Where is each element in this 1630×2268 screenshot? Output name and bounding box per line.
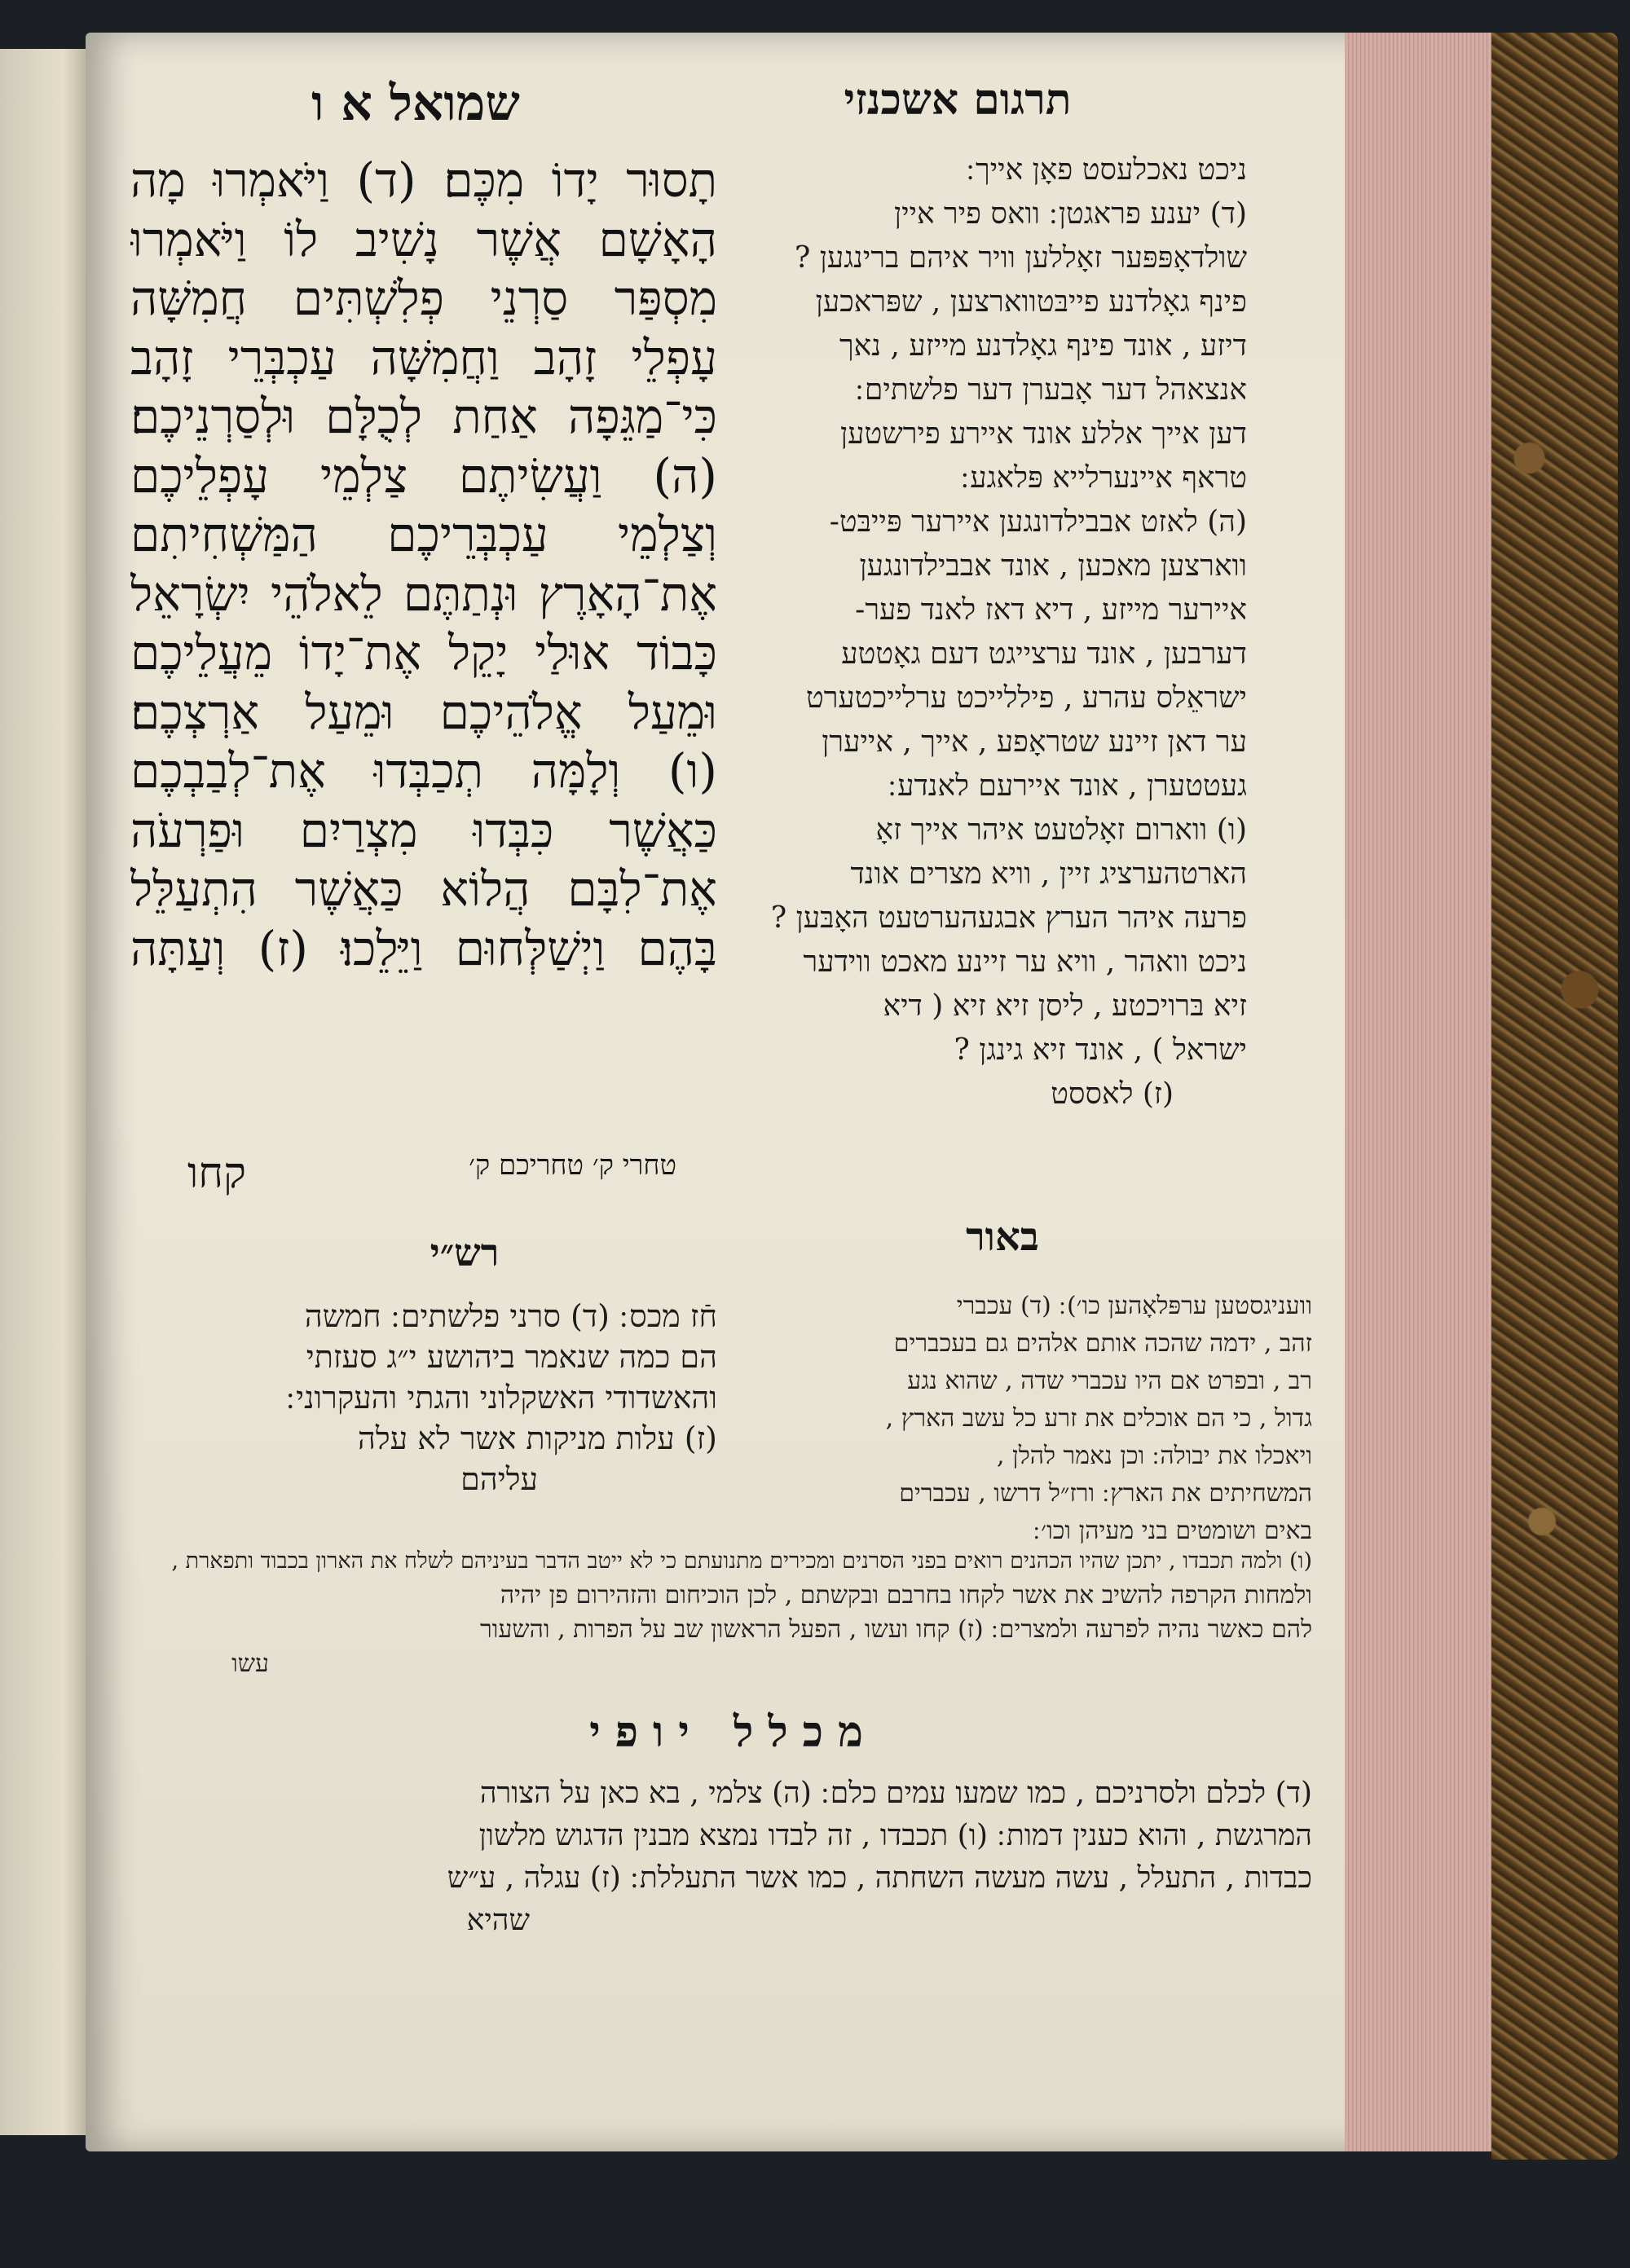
biur-wide-line: (ו) ולמה תכבדו , יתכן שהיו הכהנים רואים בפני הסרנים ומכירים מתנועתם כי לא ייטב הדבר בעיניהם לשלח את הארון בכבוד ותפארת , [171,1548,1312,1574]
mikhlol-line: (ד) לכלם ולסרניכם , כמו שמעו עמים כלם ׃ (ה) צלמי , בא כאן על הצורה [479,1777,1312,1810]
targum-line: ניכט וואהר , וויא ער זיינע מאכט ווידער [803,945,1247,979]
biur-line: המשחיתים את הארץ ׃ ורז״ל דרשו , עכברים [899,1479,1312,1508]
mikhlol-yofi-commentary [130,1773,1312,1942]
targum-line: ישראל ) , אונד זיא גינגן ? [954,1033,1247,1067]
bible-line: (ו) וְלָמָּה תְכַבְּדוּ אֶת־לְבַבְכֶם [130,743,717,799]
biur-line: זהב , ידמה שהכה אותם אלהים גם בעכברים [893,1329,1312,1358]
bible-line: בָּהֶם וַיְשַׁלְּחוּם וַיֵּלֵכוּ׃ (ז) וְעַתָּה [130,920,717,976]
targum-line: דערבען , אונד ערצייגט דעם גאָטטע [841,637,1247,671]
biur-commentary [750,1288,1312,1550]
targum-line: אנצאהל דער אָבערן דער פלשתים ׃ [855,373,1247,407]
bible-line: אֶת־לִבָּם הֲלוֹא כַּאֲשֶׁר הִתְעַלֵּל [130,861,717,917]
biur-line: וועניגסטען ערפּלאָהען כו׳) ׃ (ד) עכברי [956,1292,1312,1320]
biur-wide-line: להם כאשר נהיה לפרעה ולמצרים ׃ (ז) קחו ועשו , הפעל הראשון שב על הפרות , והשעור [479,1615,1312,1644]
biur-line: באים ושומטים בני מעיהן וכו׳ ׃ [1033,1517,1312,1545]
rashi-commentary [130,1296,717,1500]
bible-line: כַּאֲשֶׁר כִּבְּדוּ מִצְרַיִם וּפַרְעֹה [130,802,717,858]
biur-wide-line: ולמחות הקרפה להשיב את אשר לקחו בחרבם ובקשתם , לכן הוכיחום והזהירום פן יהיה [500,1581,1312,1610]
targum-line: דיזע , אונד פינף גאָלדנע מייזע , נאך [839,329,1247,363]
mikhlol-line: כבדות , התעלל , עשה מעשה השחתה , כמו אשר התעללת ׃ (ז) עגלה , ע״ש [447,1861,1312,1895]
bible-line: מִסְפַּר סַרְנֵי פְלִשְׁתִּים חֲמִשָּׁה [130,271,717,326]
targum-line: ווארצען מאכען , אונד אבבילדונגען [859,549,1247,583]
biur-wide-line: עשו [231,1649,269,1678]
targum-line: דען אייך אללע אונד איירע פירשטען [839,417,1247,451]
running-header-book: שמואל א ו [311,75,520,132]
bible-line: (ה) וַעֲשִׂיתֶם צַלְמֵי עָפְלֵיכֶם [130,447,717,504]
rashi-line: הם כמה שנאמר ביהושע י״ג סעזתי [306,1339,717,1375]
running-header-targum: תרגום אשכנזי [844,75,1072,125]
marbled-cover [1491,33,1618,2160]
bible-line: אֶת־הָאָרֶץ וּנְתַתֶּם לֵאלֹהֵי יִשְׂרָאֵל [130,566,717,622]
bible-line: כִּי־מַגֵּפָה אַחַת לְכֻלָּם וּלְסַרְנֵיכֶם׃ [130,389,717,444]
targum-line: הארטהערציג זיין , וויא מצרים אונד [850,857,1247,891]
targum-line: פרעה איהר הערץ אבגעהערטעט האָבּען ? [770,901,1247,935]
targum-line: ישראֵלס עהרע , פיללייכט ערלייכטערט [805,681,1247,715]
bible-text-column [130,151,717,978]
biur-line: רב , ובפרט אם היו עכברי שדה , שהוא נגע [907,1367,1312,1395]
bible-line: הָאָשָׁם אֲשֶׁר נָשִׁיב לוֹ וַיֹּאמְרוּ [130,211,717,267]
targum-line: איירער מייזע , דיא דאז לאנד פער- [855,593,1247,627]
mikhlol-line: המרגשת , והוא כענין דמות ׃ (ו) תכבדו , זה לבדו נמצא מבנין הדגוש מלשון [478,1819,1312,1852]
targum-line: זיא בּרויכטע , ליסן זיא זיא ( דיא [883,989,1247,1023]
targum-line: (ז) לאססט [1051,1077,1174,1111]
rashi-line: (ז) עלות מניקות אשר לא עלה [358,1420,717,1456]
mikhlol-yofi-heading: מכלל יופי [589,1707,878,1757]
targum-column [709,148,1247,1116]
targum-line: טראף איינערלייא פּלאגע ׃ [960,461,1247,495]
biur-heading: באור [966,1214,1039,1260]
targum-line: געטטערן , אונד איירעם לאנדע ׃ [888,769,1247,803]
mikhlol-line: שהיא [466,1904,530,1937]
targum-line: ניכט נאכלעסט פאָן אייך ׃ [966,153,1247,187]
biur-line: גדול , כי הם אוכלים את זרע כל עשב הארץ , [885,1404,1312,1433]
targum-line: (ה) לאזט אבבילדונגען איירער פּייבּט- [829,505,1247,539]
bible-line: עָפְלֵי זָהָב וַחֲמִשָּׁה עַכְבְּרֵי זָהָב [130,329,717,385]
facing-page-edge [0,49,92,2135]
bible-line: תָסוּר יָדוֹ מִכֶּם׃ (ד) וַיֹּאמְרוּ מָה [130,152,717,208]
bible-line: וּמֵעַל אֱלֹהֵיכֶם וּמֵעַל אַרְצְכֶם׃ [130,684,717,740]
rashi-line: עליהם [460,1461,538,1497]
targum-line: (ד) יענע פראגטן ׃ וואס פיר איין [893,197,1247,231]
targum-line: שולדאָפּפּער זאָללען וויר איהם ברינגען ? [795,241,1247,275]
biur-continuation [130,1544,1312,1681]
bible-line: וְצַלְמֵי עַכְבְּרֵיכֶם הַמַּשְׁחִיתִם [130,507,717,562]
rashi-heading: רש״י [430,1231,500,1275]
rashi-line: חֿז מכס ׃ (ד) סרני פלשתים ׃ חמשה [304,1298,717,1334]
biur-line: ויאכלו את יבולה ׃ וכן נאמר להלן , [996,1442,1312,1470]
bible-line: כָּבוֹד אוּלַי יָקֵל אֶת־יָדוֹ מֵעֲלֵיכֶם [130,625,717,680]
targum-line: פינף גאָלדנע פייבּטווארצען , שפּראכען [815,285,1247,319]
targum-line: ער דאן זיינע שטראָפע , אייך , אייערן [822,725,1247,759]
catchword: קחו [187,1149,246,1198]
targum-line: (ו) ווארום זאָלטעט איהר אייך זאָ [875,813,1247,847]
rashi-line: והאשדודי האשקלוני והגתי והעקרוני ׃ [286,1380,717,1416]
page-edges [1345,33,1500,2151]
qere-ketiv-note: טחרי ק׳ טחריכם ק׳ [469,1149,676,1182]
